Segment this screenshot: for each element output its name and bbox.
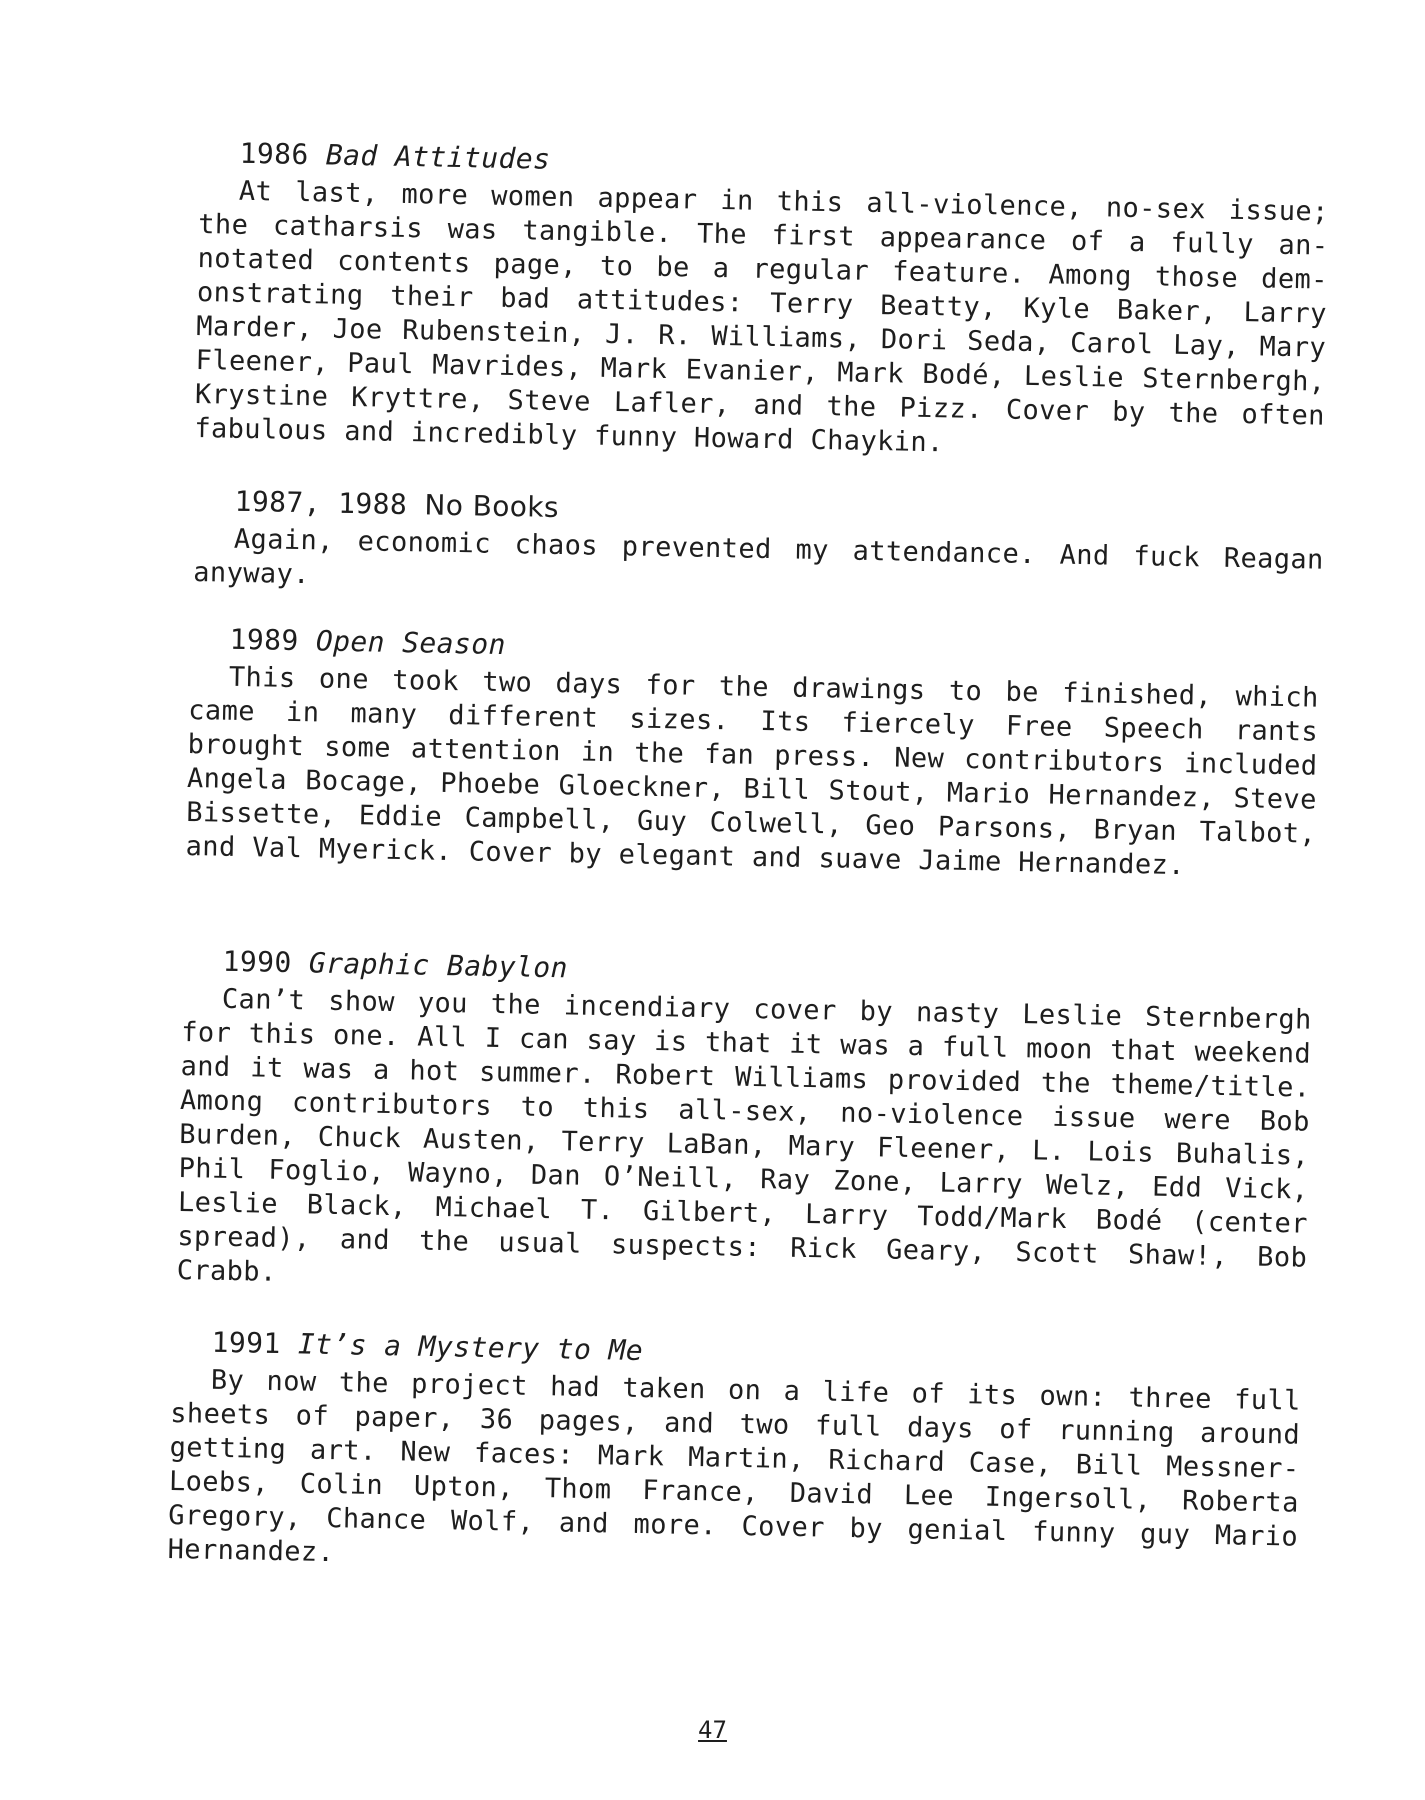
- entry-title: It’s a Mystery to Me: [297, 1327, 644, 1368]
- entry-1991: [167, 1325, 1301, 1589]
- entry-title: Bad Attitudes: [325, 138, 551, 176]
- entry-title: No Books: [424, 488, 560, 524]
- entry-1989: [185, 622, 1319, 886]
- entry-title: Open Season: [315, 624, 507, 662]
- entry-year: 1991: [211, 1325, 282, 1361]
- entry-1987-1988: [193, 484, 1325, 612]
- entry-year: 1989: [229, 622, 300, 658]
- entry-body: Again, economic chaos prevented my attendance. And fuck Reagan anyway.: [193, 523, 1325, 591]
- entry-1986: [194, 136, 1330, 468]
- entry-title: Graphic Babylon: [308, 946, 569, 985]
- entry-body: By now the project had taken on a life of its own: three full sheets of paper, 36 pages, and two full days of running around getting art. New faces: Mark Martin, Richard Case, Bill Messner-Loebs, Colin Upton, Thom France, David Lee Ingersoll, Roberta Gregory, Chance Wolf, and more. Cover by genial funny guy Mario Hernandez.: [167, 1364, 1302, 1569]
- entry-1990: [176, 944, 1312, 1310]
- entry-year: 1986: [239, 136, 310, 172]
- entry-body: This one took two days for the drawings to be finished, which came in many different sizes. Its fiercely Free Speech rants brought some attention in the fan press. New contributors included Angela Bocage, Phoebe Gloeckner, Bill Stout, Mario Hernandez, Steve Bissette, Eddie Campbell, Guy Colwell, Geo Parsons, Bryan Talbot, and Val Myerick. Cover by elegant and suave Jaime Hernandez.: [185, 661, 1320, 882]
- entry-body: At last, more women appear in this all-violence, no-sex issue; the catharsis was tangible. The first appearance of a fully annotated contents page, to be a regular feature. Among those demonstrating their bad attitudes: Terry Beatty, Kyle Baker, Larry Marder, Joe Rubenstein, J. R. Williams, Dori Seda, Carol Lay, Mary Fleener, Paul Mavrides, Mark Evanier, Mark Bodé, Leslie Sternbergh, Krystine Kryttre, Steve Lafler, and the Pizz. Cover by the often fabulous and incredibly funny Howard Chaykin.: [194, 175, 1330, 459]
- page-number: 47: [698, 1716, 727, 1744]
- entry-year: 1987, 1988: [234, 484, 408, 522]
- entry-body: Can’t show you the incendiary cover by nasty Leslie Sternbergh for this one. All I can say is that it was a full moon that weekend and it was a hot summer. Robert Williams provided the theme/title. Among contributors to this all-sex, no-violence issue were Bob Burden, Chuck Austen, Terry LaBan, Mary Fleener, L. Lois Buhalis, Phil Foglio, Wayno, Dan O’Neill, Ray Zone, Larry Welz, Edd Vick, Leslie Black, Michael T. Gilbert, Larry Todd/Mark Bodé (center spread), and the usual suspects: Rick Geary, Scott Shaw!, Bob Crabb.: [176, 983, 1313, 1288]
- entry-year: 1990: [222, 944, 293, 980]
